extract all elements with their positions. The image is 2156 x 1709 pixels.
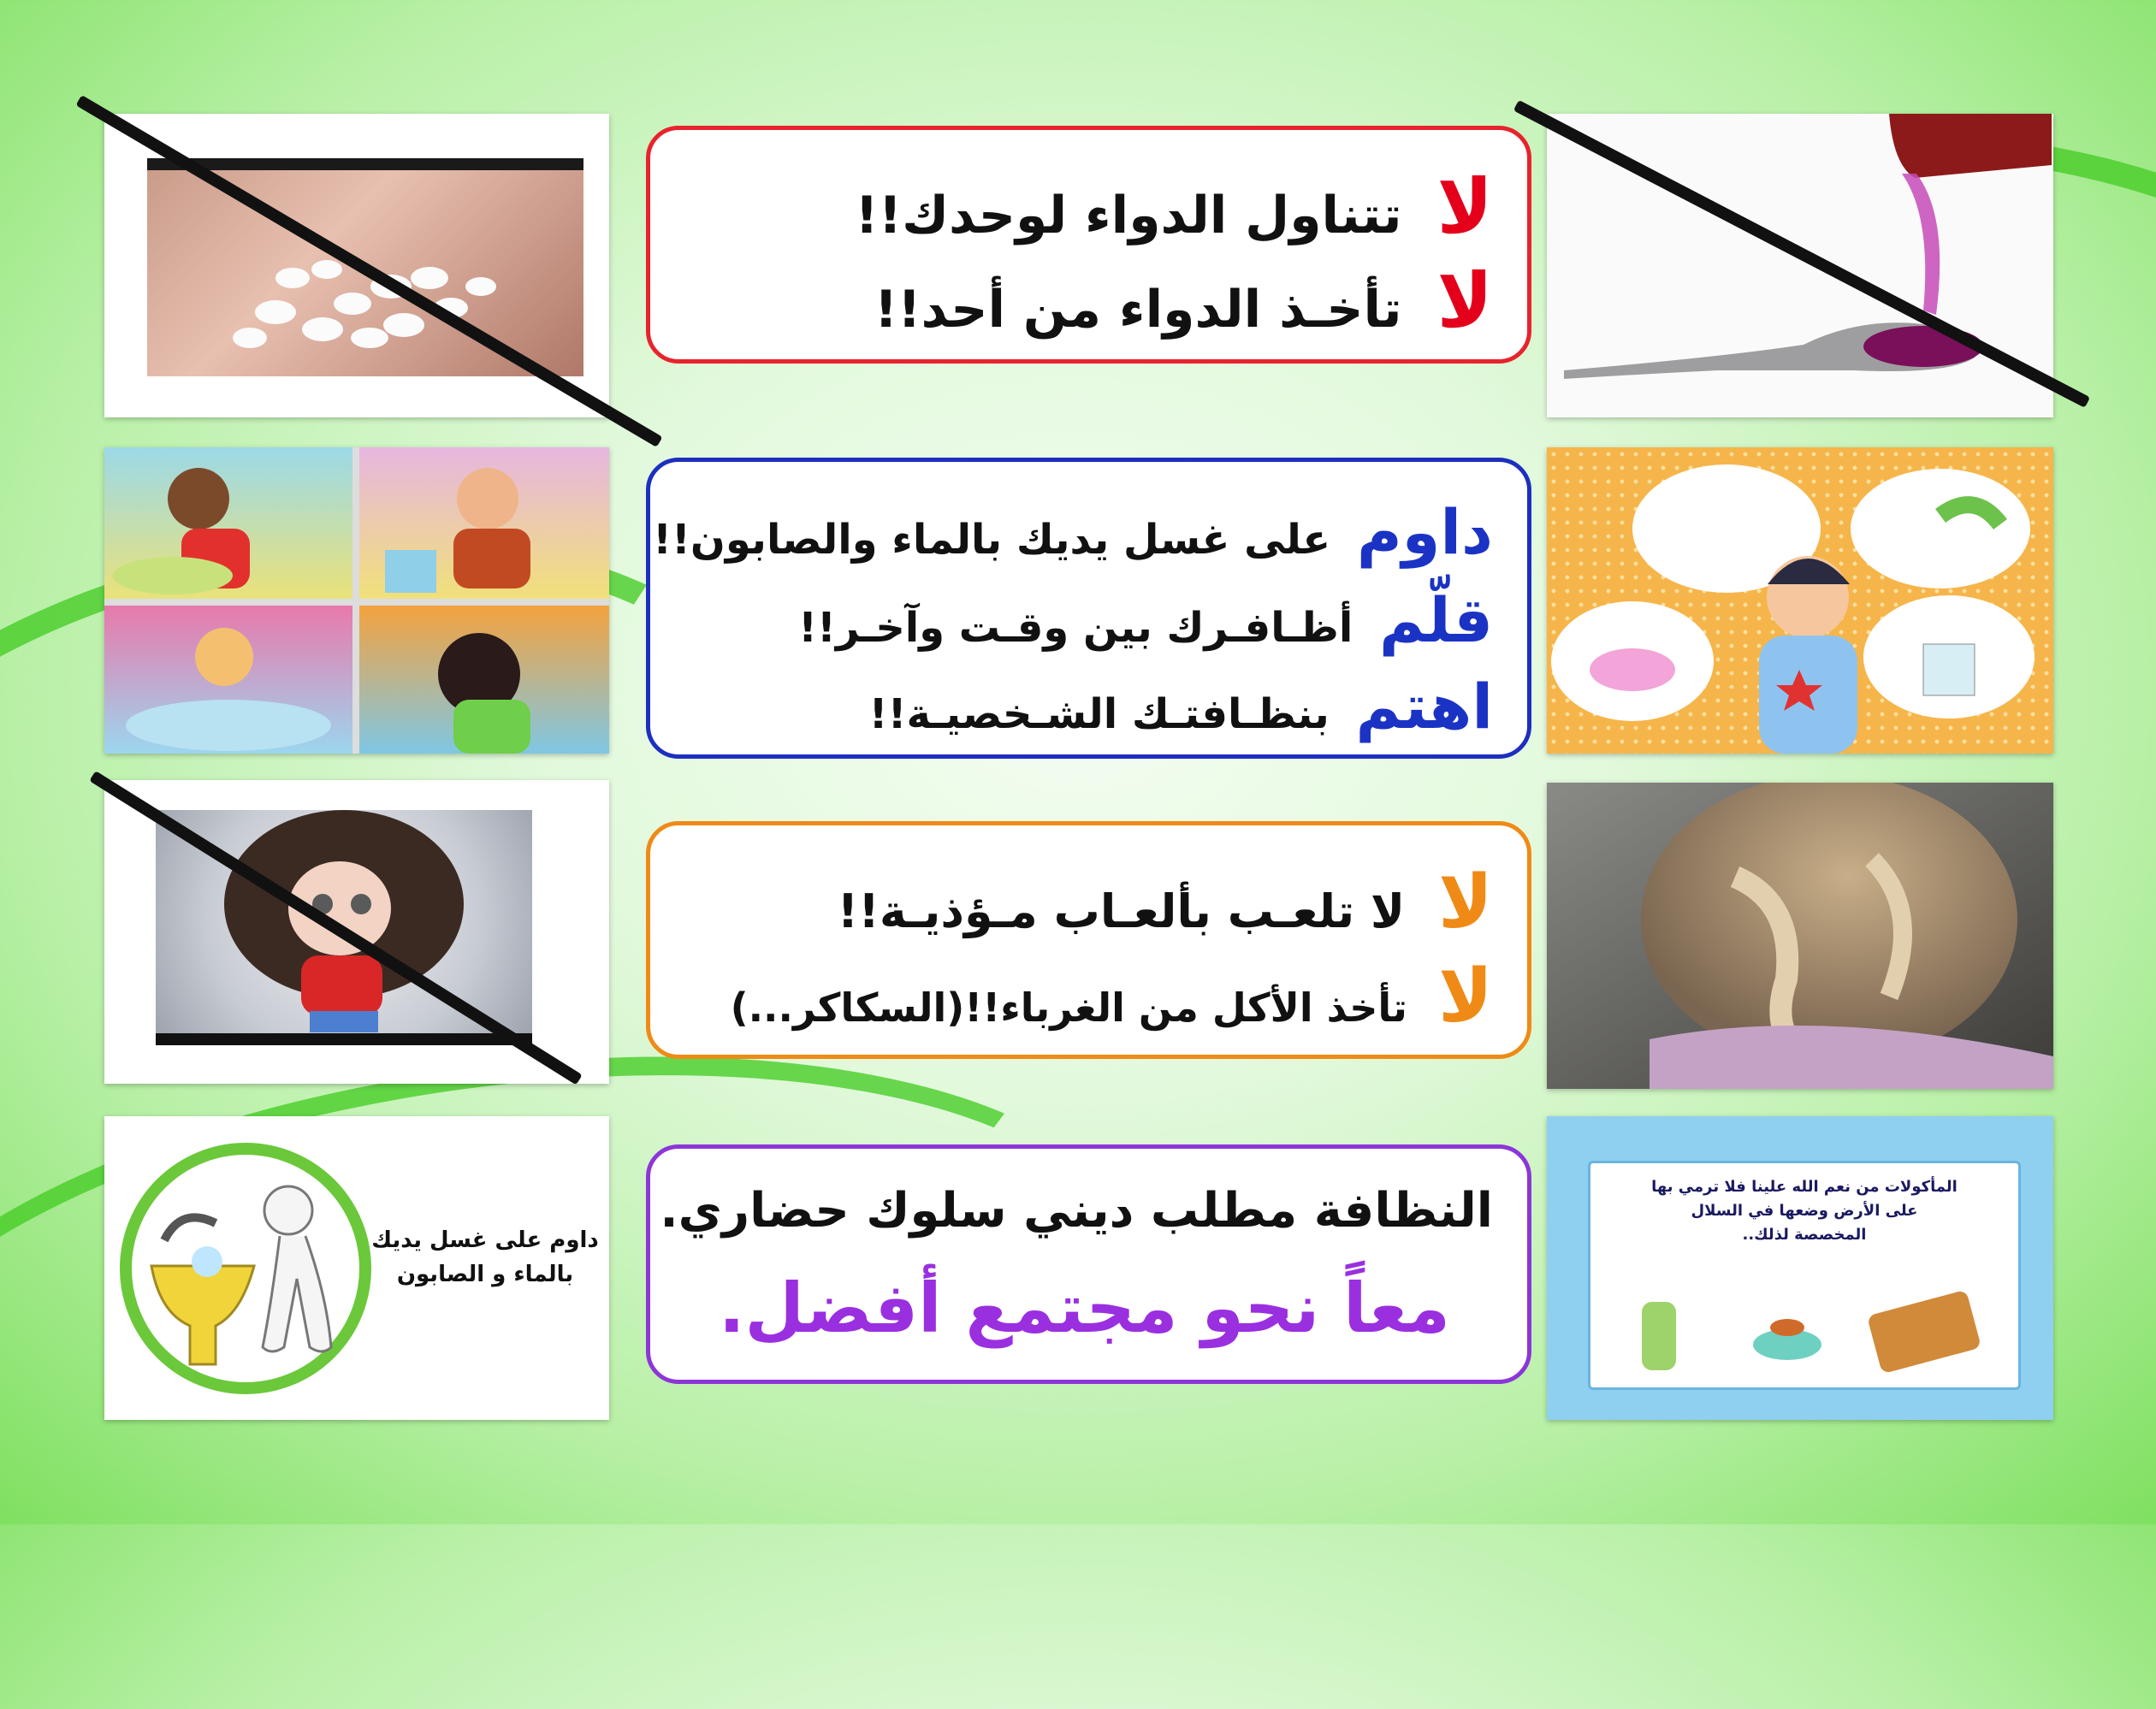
advice-text: أظـافـرك بين وقـت وآخـر!!: [798, 604, 1353, 652]
food-poster-illustration: [1590, 1259, 2018, 1387]
hygiene-advice-box: [646, 458, 1531, 759]
boy-thinking-illustration: [1547, 447, 2053, 754]
advice-text: على غسل يديك بالماء والصابون!!: [653, 516, 1331, 564]
child-brushing-teeth-image: [359, 447, 609, 599]
safety-text: لا تلعـب بألعـاب مـؤذيـة!!: [837, 884, 1406, 938]
advice-line-2: [676, 584, 1493, 656]
warning-line-1: [676, 163, 1493, 251]
safety-warning-box: [646, 821, 1531, 1059]
medicine-warning-box: [646, 126, 1531, 364]
wash-hands-frame: [104, 1116, 609, 1420]
trim-keyword: قلّم: [1379, 584, 1493, 656]
warning-text: تأخـذ الدواء من أحد!!: [874, 280, 1402, 340]
safety-line-1: [676, 860, 1493, 945]
safety-line-2: [676, 954, 1493, 1039]
no-keyword: لا: [1437, 954, 1493, 1039]
wash-caption-line-2: بالماء و الصابون: [396, 1262, 574, 1287]
no-keyword: لا: [1436, 163, 1493, 251]
warning-line-2: [676, 257, 1493, 345]
food-poster-line-1: المأكولات من نعم الله علينا فلا ترمي بها: [1651, 1178, 1958, 1196]
safety-text: تأخذ الأكل من الغرباء!!(السكاكر...): [730, 985, 1407, 1031]
child-washing-hands-image: [104, 447, 352, 599]
no-keyword: لا: [1437, 860, 1493, 945]
hygiene-collage-frame: [104, 447, 609, 754]
slogan-line-1: النظافة مطلب ديني سلوك حضاري.: [660, 1183, 1493, 1239]
food-poster-line-3: المخصصة لذلك..: [1742, 1226, 1867, 1244]
advice-text: بنظـافتـك الشـخصيـة!!: [868, 690, 1330, 738]
braided-hair-frame: [1547, 783, 2053, 1089]
hygiene-boy-frame: [1547, 447, 2053, 754]
child-brushing-hair-image: [359, 606, 609, 754]
slogan-box: [646, 1144, 1531, 1384]
advice-line-1: [653, 496, 1493, 568]
child-bathing-image: [104, 606, 352, 754]
braided-hair-photo: [1547, 783, 2053, 1089]
slogan-line-2: معاً نحو مجتمع أفضل.: [719, 1268, 1450, 1348]
warning-text: تتناول الدواء لوحدك!!: [855, 186, 1402, 245]
no-keyword: لا: [1436, 257, 1493, 345]
wash-hands-caption: [361, 1223, 609, 1292]
food-poster-frame: [1547, 1116, 2053, 1420]
food-poster-line-2: على الأرض وضعها في السلال: [1691, 1202, 1918, 1220]
advice-line-3: [676, 671, 1493, 742]
food-poster-card: [1588, 1161, 2021, 1390]
wash-caption-line-1: داوم على غسل يديك: [371, 1227, 599, 1253]
keep-keyword: داوم: [1356, 496, 1493, 568]
care-keyword: اهتم: [1355, 671, 1493, 742]
